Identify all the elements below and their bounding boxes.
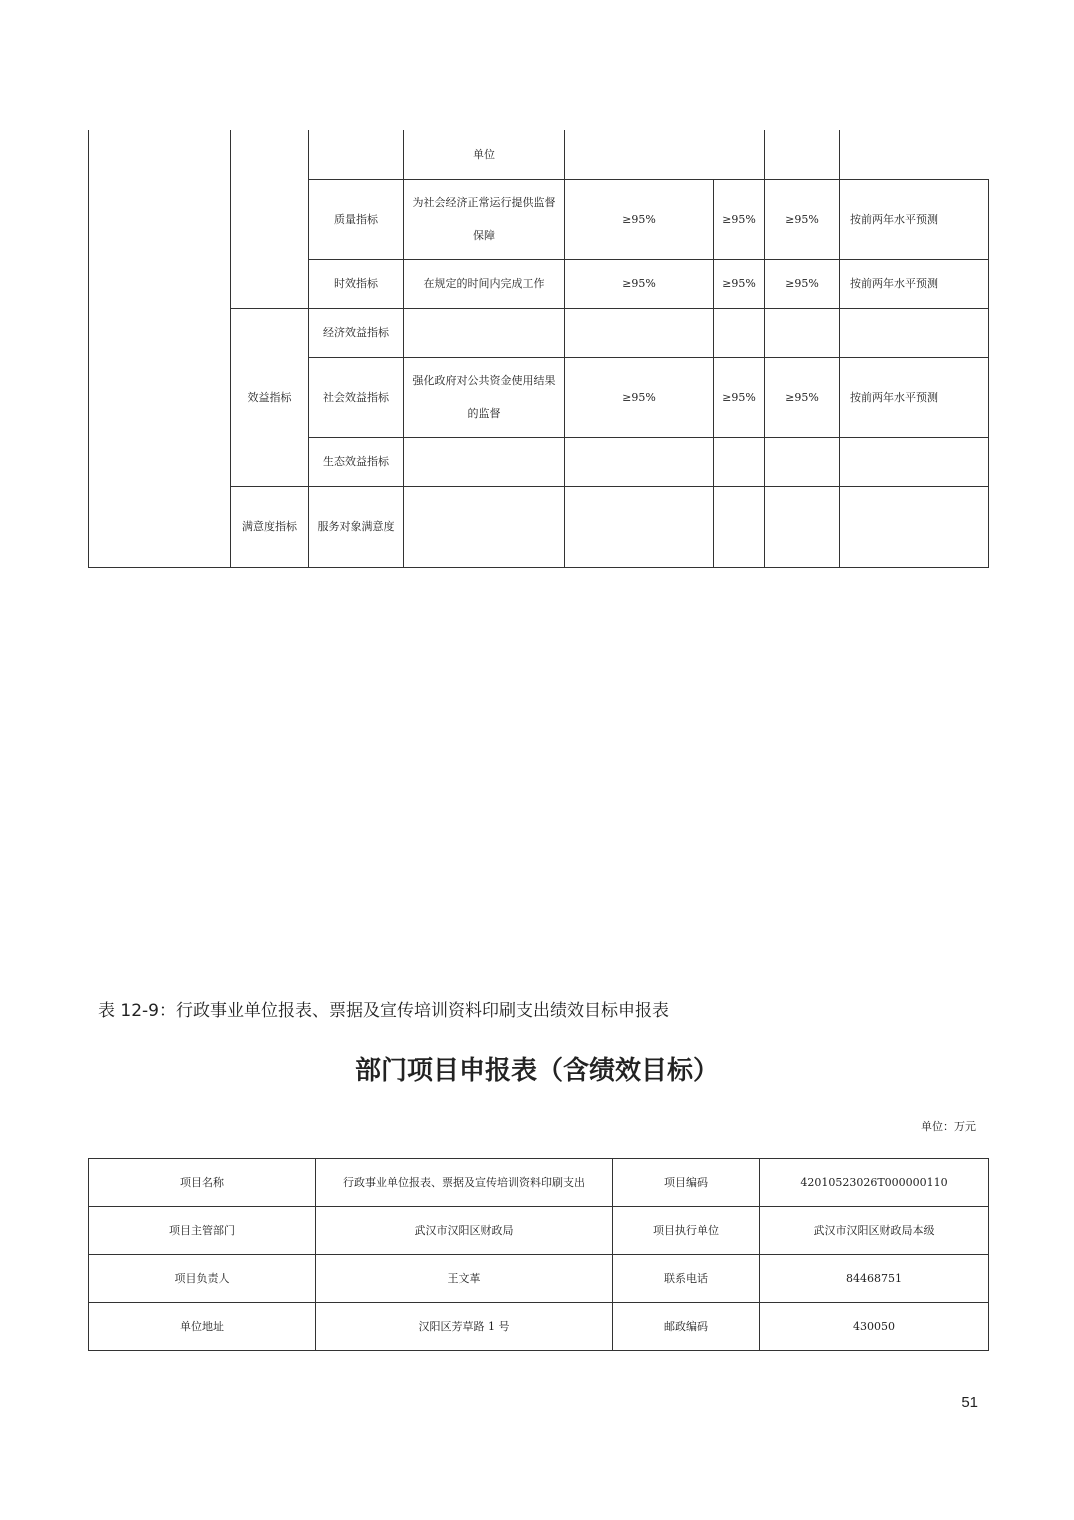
- content-cell: 单位: [404, 130, 565, 179]
- performance-table: [88, 130, 989, 568]
- phone-value: 84468751: [760, 1255, 989, 1303]
- basis-cell: 按前两年水平预测: [840, 357, 989, 437]
- table-row: [89, 1207, 989, 1255]
- basis-cell: [840, 308, 989, 357]
- year1-cell: ≥95%: [714, 259, 765, 308]
- project-code-value: 42010523026T000000110: [760, 1159, 989, 1207]
- target-cell: [565, 130, 714, 179]
- indicator-cell: 经济效益指标: [309, 308, 404, 357]
- table-row: [89, 1255, 989, 1303]
- year2-cell: [765, 130, 840, 179]
- content-cell: [404, 308, 565, 357]
- project-code-label: 项目编码: [613, 1159, 760, 1207]
- basis-cell: [840, 486, 989, 567]
- year2-cell: [765, 308, 840, 357]
- table-row: [89, 1303, 989, 1351]
- page-title: 部门项目申报表（含绩效目标）: [354, 1056, 719, 1086]
- indicator-cell: 时效指标: [309, 259, 404, 308]
- content-cell: [404, 437, 565, 486]
- target-cell: [565, 308, 714, 357]
- indicator-cell: 生态效益指标: [309, 437, 404, 486]
- postcode-value: 430050: [760, 1303, 989, 1351]
- address-label: 单位地址: [89, 1303, 316, 1351]
- year1-cell: [714, 130, 765, 179]
- owner-label: 项目负责人: [89, 1255, 316, 1303]
- year2-cell: [765, 437, 840, 486]
- year1-cell: [714, 437, 765, 486]
- group-cell: 满意度指标: [231, 486, 309, 567]
- content-cell: 为社会经济正常运行提供监督保障: [404, 179, 565, 259]
- phone-label: 联系电话: [613, 1255, 760, 1303]
- exec-unit-value: 武汉市汉阳区财政局本级: [760, 1207, 989, 1255]
- dept-value: 武汉市汉阳区财政局: [316, 1207, 613, 1255]
- project-name-value: 行政事业单位报表、票据及宣传培训资料印刷支出: [316, 1159, 613, 1207]
- address-value: 汉阳区芳草路 1 号: [316, 1303, 613, 1351]
- dept-label: 项目主管部门: [89, 1207, 316, 1255]
- target-cell: [565, 437, 714, 486]
- project-info-table: [88, 1158, 989, 1351]
- unit-note: 单位：万元: [921, 1120, 976, 1133]
- indicator-cell: 社会效益指标: [309, 357, 404, 437]
- owner-value: 王文革: [316, 1255, 613, 1303]
- blank-cell: [231, 130, 309, 308]
- exec-unit-label: 项目执行单位: [613, 1207, 760, 1255]
- year1-cell: ≥95%: [714, 179, 765, 259]
- indicator-cell: [309, 130, 404, 179]
- target-cell: [565, 486, 714, 567]
- basis-cell: 按前两年水平预测: [840, 259, 989, 308]
- year1-cell: ≥95%: [714, 357, 765, 437]
- target-cell: ≥95%: [565, 357, 714, 437]
- basis-cell: [840, 437, 989, 486]
- content-cell: [404, 486, 565, 567]
- indicator-cell: 服务对象满意度: [309, 486, 404, 567]
- table-caption: 表 12-9：行政事业单位报表、票据及宣传培训资料印刷支出绩效目标申报表: [98, 1001, 669, 1021]
- year2-cell: ≥95%: [765, 259, 840, 308]
- postcode-label: 邮政编码: [613, 1303, 760, 1351]
- year2-cell: [765, 486, 840, 567]
- group-cell: 效益指标: [231, 308, 309, 486]
- content-cell: 在规定的时间内完成工作: [404, 259, 565, 308]
- basis-cell: [840, 130, 989, 179]
- content-cell: 强化政府对公共资金使用结果的监督: [404, 357, 565, 437]
- indicator-cell: 质量指标: [309, 179, 404, 259]
- table-row: [89, 130, 989, 179]
- year2-cell: ≥95%: [765, 179, 840, 259]
- page-number: 51: [961, 1394, 978, 1411]
- basis-cell: 按前两年水平预测: [840, 179, 989, 259]
- target-cell: ≥95%: [565, 259, 714, 308]
- year1-cell: [714, 308, 765, 357]
- table-row: [89, 1159, 989, 1207]
- year2-cell: ≥95%: [765, 357, 840, 437]
- blank-cell: [89, 130, 231, 567]
- target-cell: ≥95%: [565, 179, 714, 259]
- project-name-label: 项目名称: [89, 1159, 316, 1207]
- year1-cell: [714, 486, 765, 567]
